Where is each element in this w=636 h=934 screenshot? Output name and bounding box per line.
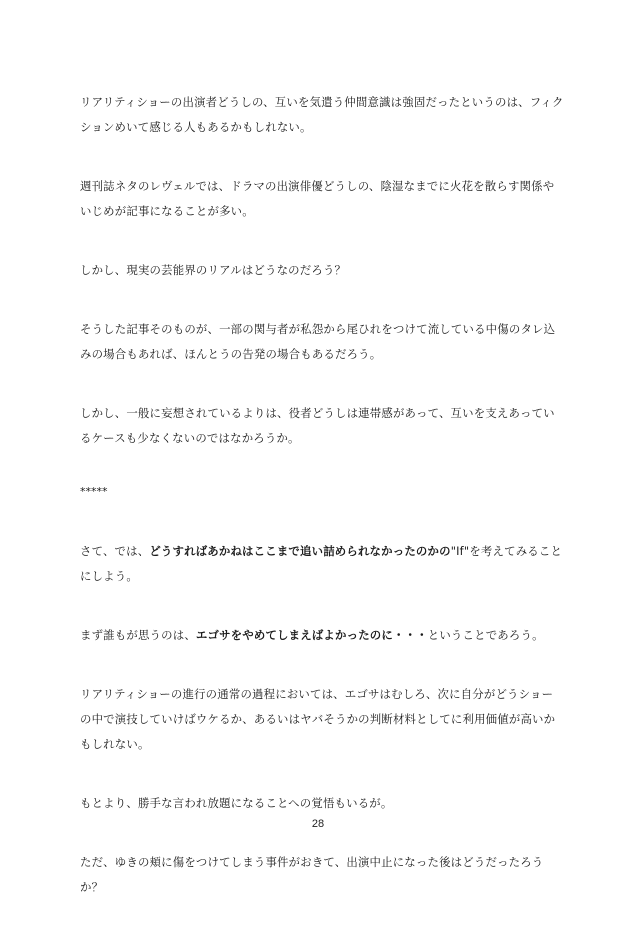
paragraph-2: 週刊誌ネタのレヴェルでは、ドラマの出演俳優どうしの、陰湿なまでに火花を散らす関係やいじめが記事になることが多い。 bbox=[80, 179, 555, 218]
paragraph-6 bbox=[80, 539, 564, 589]
paragraph-7 bbox=[80, 623, 564, 648]
paragraph-10: ただ、ゆきの頬に傷をつけてしまう事件がおきて、出演中止になった後はどうだったろうか？ bbox=[80, 855, 544, 894]
paragraph-4: そうした記事そのものが、一部の関与者が私怨から尾ひれをつけて流している中傷のタレ込みの場合もあれば、ほんとうの告発の場合もあるだろう。 bbox=[80, 322, 556, 361]
paragraph-3: しかし、現実の芸能界のリアルはどうなのだろう？ bbox=[80, 263, 347, 277]
page-number: 28 bbox=[311, 818, 325, 830]
paragraph-8: リアリティショーの進行の通常の過程においては、エゴサはむしろ、次に自分がどうショーの中で演技していけばウケるか、あるいはヤバそうかの判断材料としてに利用価値が高いかもしれない。 bbox=[80, 687, 556, 751]
paragraph-1: リアリティショーの出演者どうしの、互いを気遣う仲間意識は強固だったというのは、フィクションめいて感じる人もあるかもしれない。 bbox=[80, 95, 564, 134]
paragraph-6-intro: さて、では、 bbox=[80, 544, 150, 558]
paragraph-9: もとより、勝手な言われ放題になることへの覚悟もいるが。 bbox=[80, 796, 393, 810]
paragraph-5: しかし、一般に妄想されているよりは、役者どうしは連帯感があって、互いを支えあっているケースも少なくないのではなかろうか。 bbox=[80, 406, 555, 445]
paragraph-6-emphasis: どうすればあかねはここまで追い詰められなかったのかの bbox=[149, 544, 451, 558]
section-separator: ***** bbox=[80, 485, 108, 498]
paragraph-7-rest: ということであろう。 bbox=[427, 628, 544, 642]
paragraph-6-rest: "If"を考えてみることにしよう。 bbox=[80, 544, 563, 583]
paragraph-7-intro: まず誰もが思うのは、 bbox=[80, 628, 196, 642]
document-body bbox=[80, 90, 564, 934]
paragraph-7-emphasis: エゴサをやめてしまえばよかったのに・・・ bbox=[195, 628, 428, 642]
